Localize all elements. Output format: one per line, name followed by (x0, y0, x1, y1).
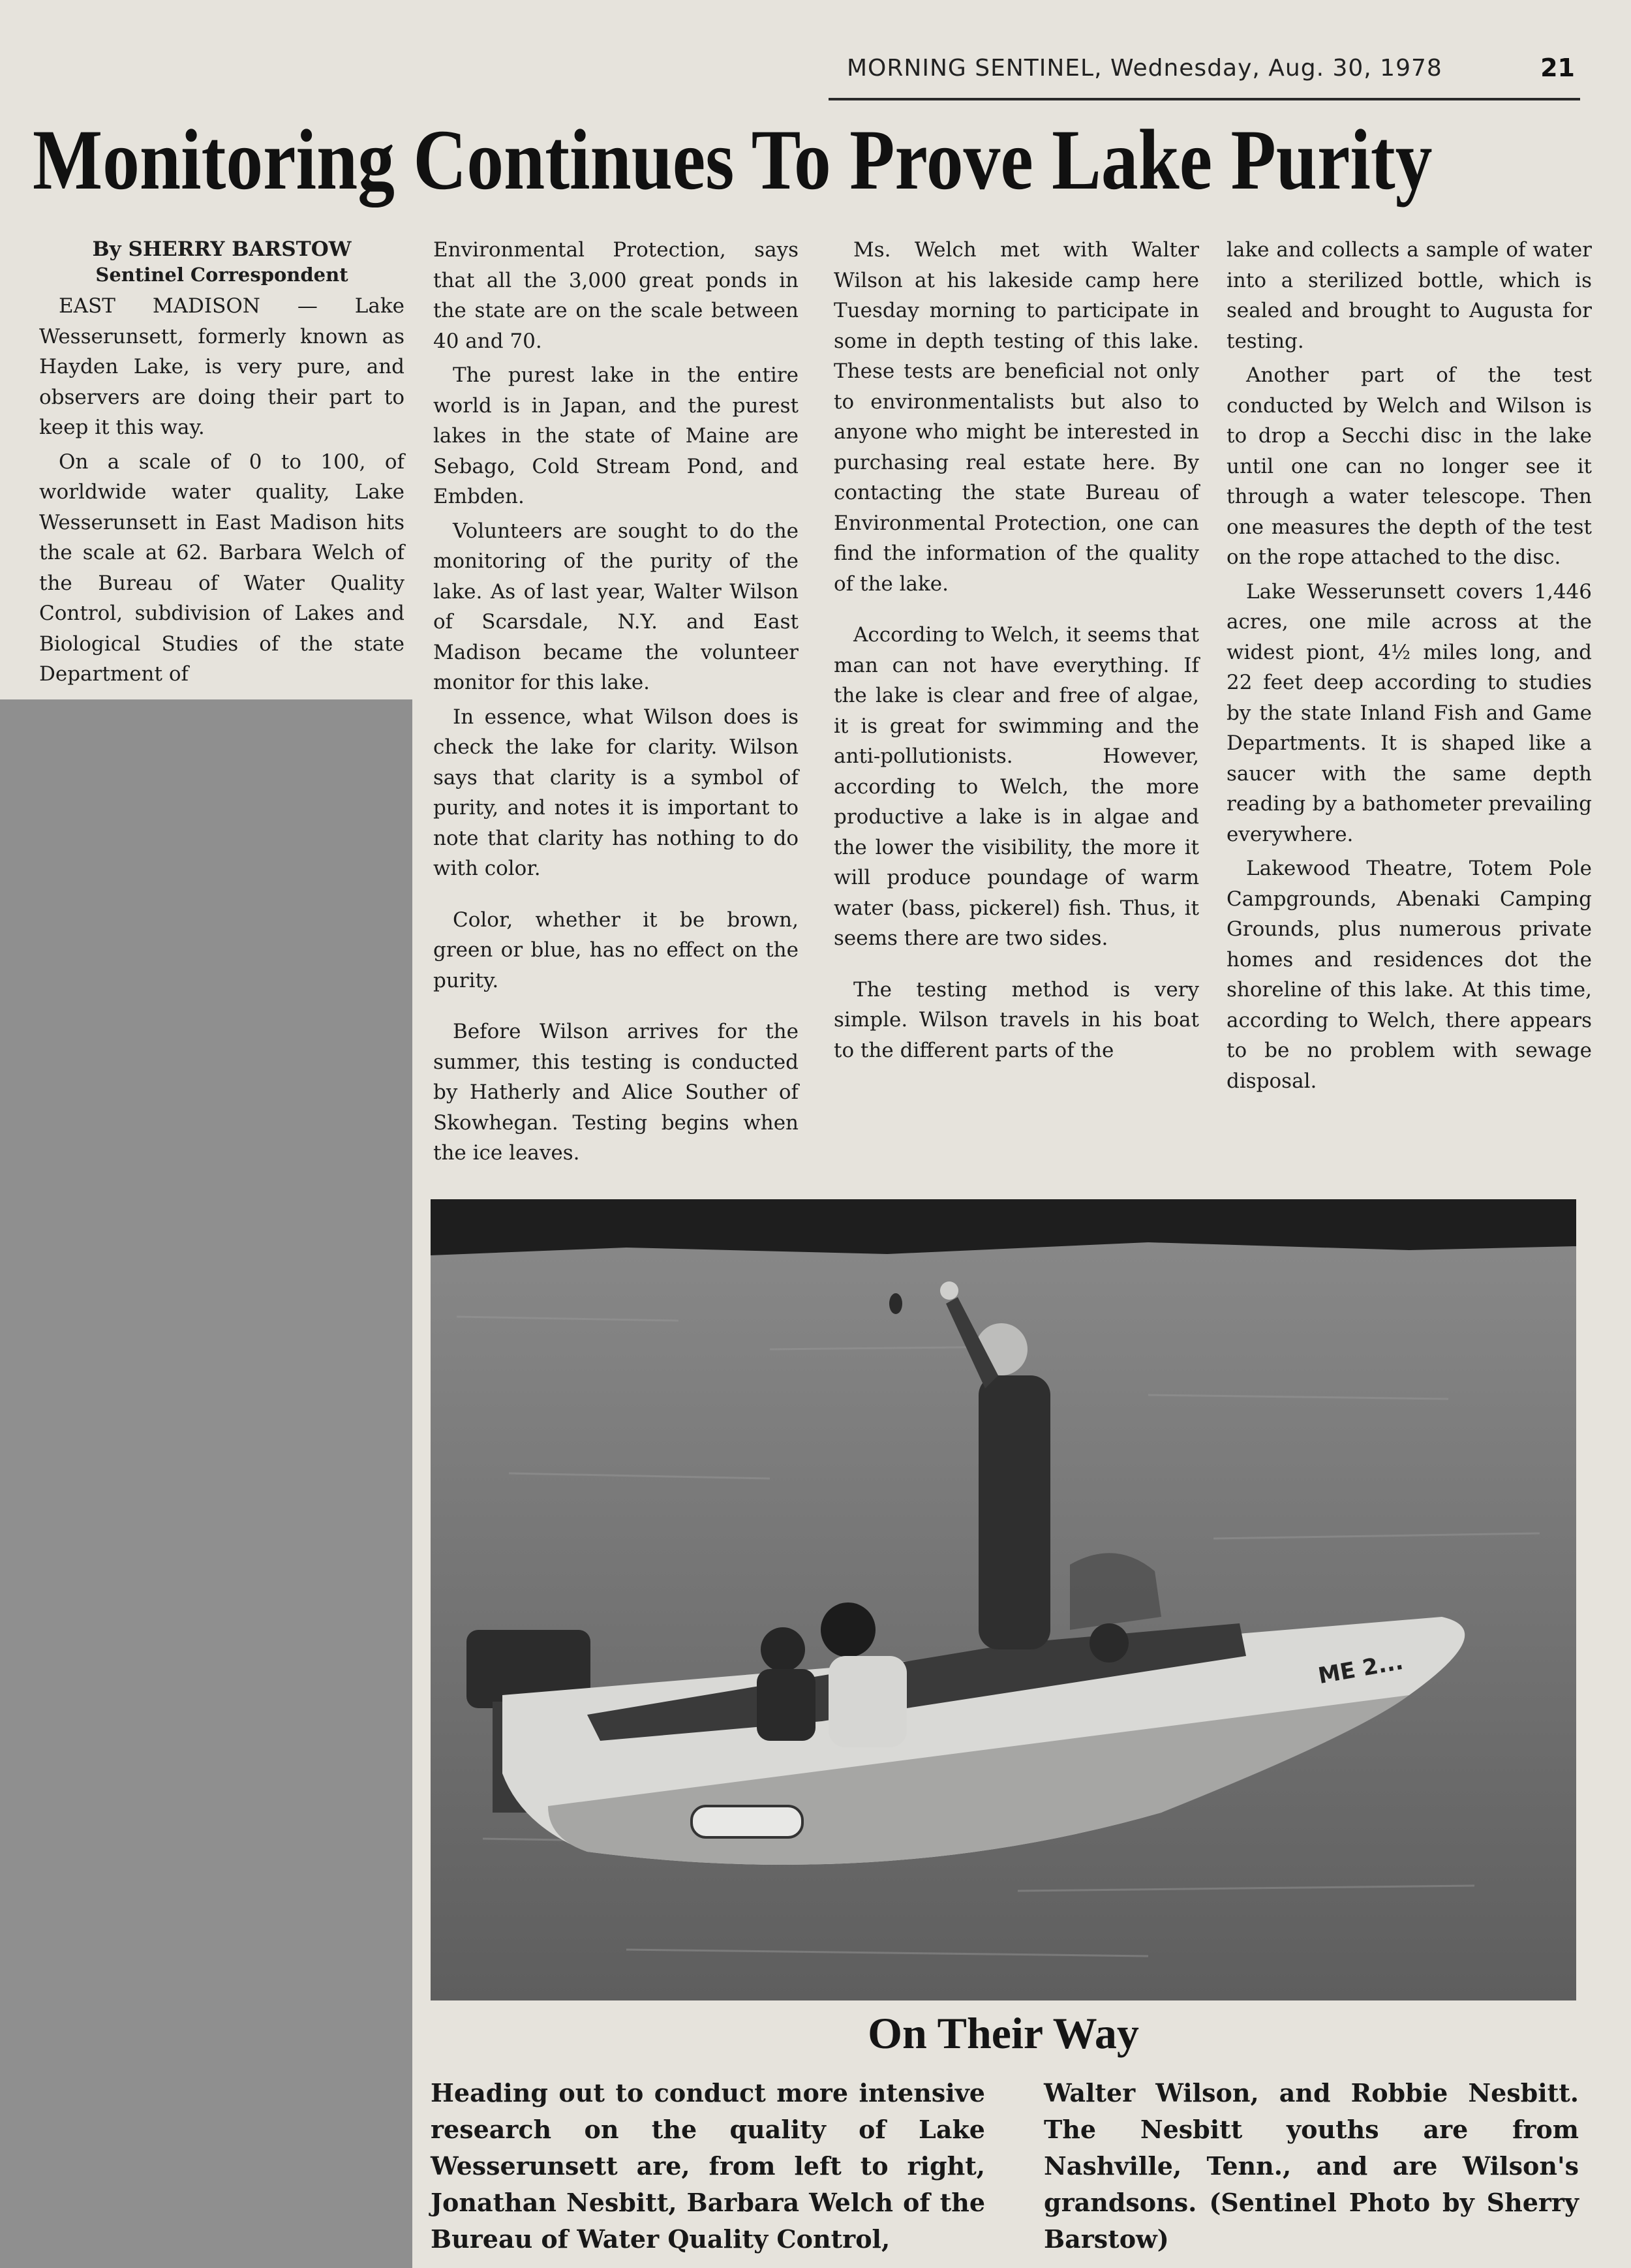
article-column-3 (834, 235, 1199, 1065)
paragraph: The testing method is very simple. Wilson travels in his boat to the different parts of the (834, 977, 1199, 1062)
article-column-4 (1227, 235, 1592, 1096)
scan-blank-area (0, 699, 412, 2268)
photo-title: On Their Way (868, 2008, 1139, 2058)
paragraph: Lakewood Theatre, Totem Pole Campgrounds, Abenaki Camping Grounds, plus numerous private homes and residences dot the shoreline of this lake. At this time, according to Welch, there appears to be no problem with sewage disposal. (1227, 857, 1592, 1093)
page-number: 21 (1540, 54, 1575, 82)
boat-registration-text: ME 2... (1316, 1648, 1405, 1690)
photo-caption-left: Heading out to conduct more intensive research on the quality of Lake Wesserunsett are, from left to right, Jonathan Nesbitt, Barbara Welch of the Bureau of Water Quality Control, (431, 2078, 985, 2254)
paragraph: In essence, what Wilson does is check the lake for clarity. Wilson says that clarity is a symbol of purity, and notes it is important to note that clarity has nothing to do with color. (433, 705, 799, 880)
paragraph: According to Welch, it seems that man can not have everything. If the lake is clear and free of algae, it is great for swimming and the anti-pollutionists. However, according to Welch, the more productive a lake is in algae and the lower the visibility, the more it will produce poundage of warm water (bass, pickerel) fish. Thus, it seems there are two sides. (834, 623, 1199, 950)
article-column-1 (39, 291, 404, 690)
byline (39, 236, 404, 287)
paper-name-date: MORNING SENTINEL, Wednesday, Aug. 30, 1978 (847, 55, 1442, 82)
article-column-2 (433, 235, 799, 1169)
paragraph: On a scale of 0 to 100, of worldwide water quality, Lake Wesserunsett in East Madison hits the scale at 62. Barbara Welch of the Bureau of Water Quality Control, subdivision of Lakes and Biological Studies of the state Department of (39, 450, 404, 686)
paragraph: Another part of the test conducted by Welch and Wilson is to drop a Secchi disc in the lake until one can no longer see it through a water telescope. Then one measures the depth of the test on the rope attached to the disc. (1227, 363, 1592, 569)
paragraph: The purest lake in the entire world is in Japan, and the purest lakes in the state of Maine are Sebago, Cold Stream Pond, and Embden. (433, 363, 799, 508)
news-photo-boat (431, 1199, 1576, 2000)
paragraph: EAST MADISON — Lake Wesserunsett, formerly known as Hayden Lake, is very pure, and observers are doing their part to keep it this way. (39, 294, 404, 439)
byline-author: By SHERRY BARSTOW (92, 238, 352, 261)
paragraph: Volunteers are sought to do the monitoring of the purity of the lake. As of last year, Walter Wilson of Scarsdale, N.Y. and East Madison became the volunteer monitor for this lake. (433, 519, 799, 694)
paragraph: Environmental Protection, says that all the 3,000 great ponds in the state are on the scale between 40 and 70. (433, 238, 799, 353)
paragraph: lake and collects a sample of water into a sterilized bottle, which is sealed and brought to Augusta for testing. (1227, 238, 1592, 353)
paragraph: Lake Wesserunsett covers 1,446 acres, one mile across at the widest piont, 4½ miles long, and 22 feet deep according to studies by the state Inland Fish and Game Departments. It is shaped like a saucer with the same depth reading by a bathometer prevailing everywhere. (1227, 579, 1592, 846)
photo-caption-right: Walter Wilson, and Robbie Nesbitt. The Nesbitt youths are from Nashville, Tenn., and are Wilson's grandsons. (Sentinel Photo by Sherry Barstow) (1044, 2078, 1579, 2254)
article-headline: Monitoring Continues To Prove Lake Purity (33, 112, 1433, 207)
masthead (829, 51, 1580, 100)
paragraph: Before Wilson arrives for the summer, this testing is conducted by Hatherly and Alice Souther of Skowhegan. Testing begins when the ice leaves. (433, 1020, 799, 1165)
paragraph: Ms. Welch met with Walter Wilson at his lakeside camp here Tuesday morning to participate in some in depth testing of this lake. These tests are beneficial not only to environmentalists but also to anyone who might be interested in purchasing real estate here. By contacting the state Bureau of Environmental Protection, one can find the information of the quality of the lake. (834, 238, 1199, 596)
byline-title: Sentinel Correspondent (95, 264, 348, 286)
paragraph: Color, whether it be brown, green or blue, has no effect on the purity. (433, 908, 799, 992)
